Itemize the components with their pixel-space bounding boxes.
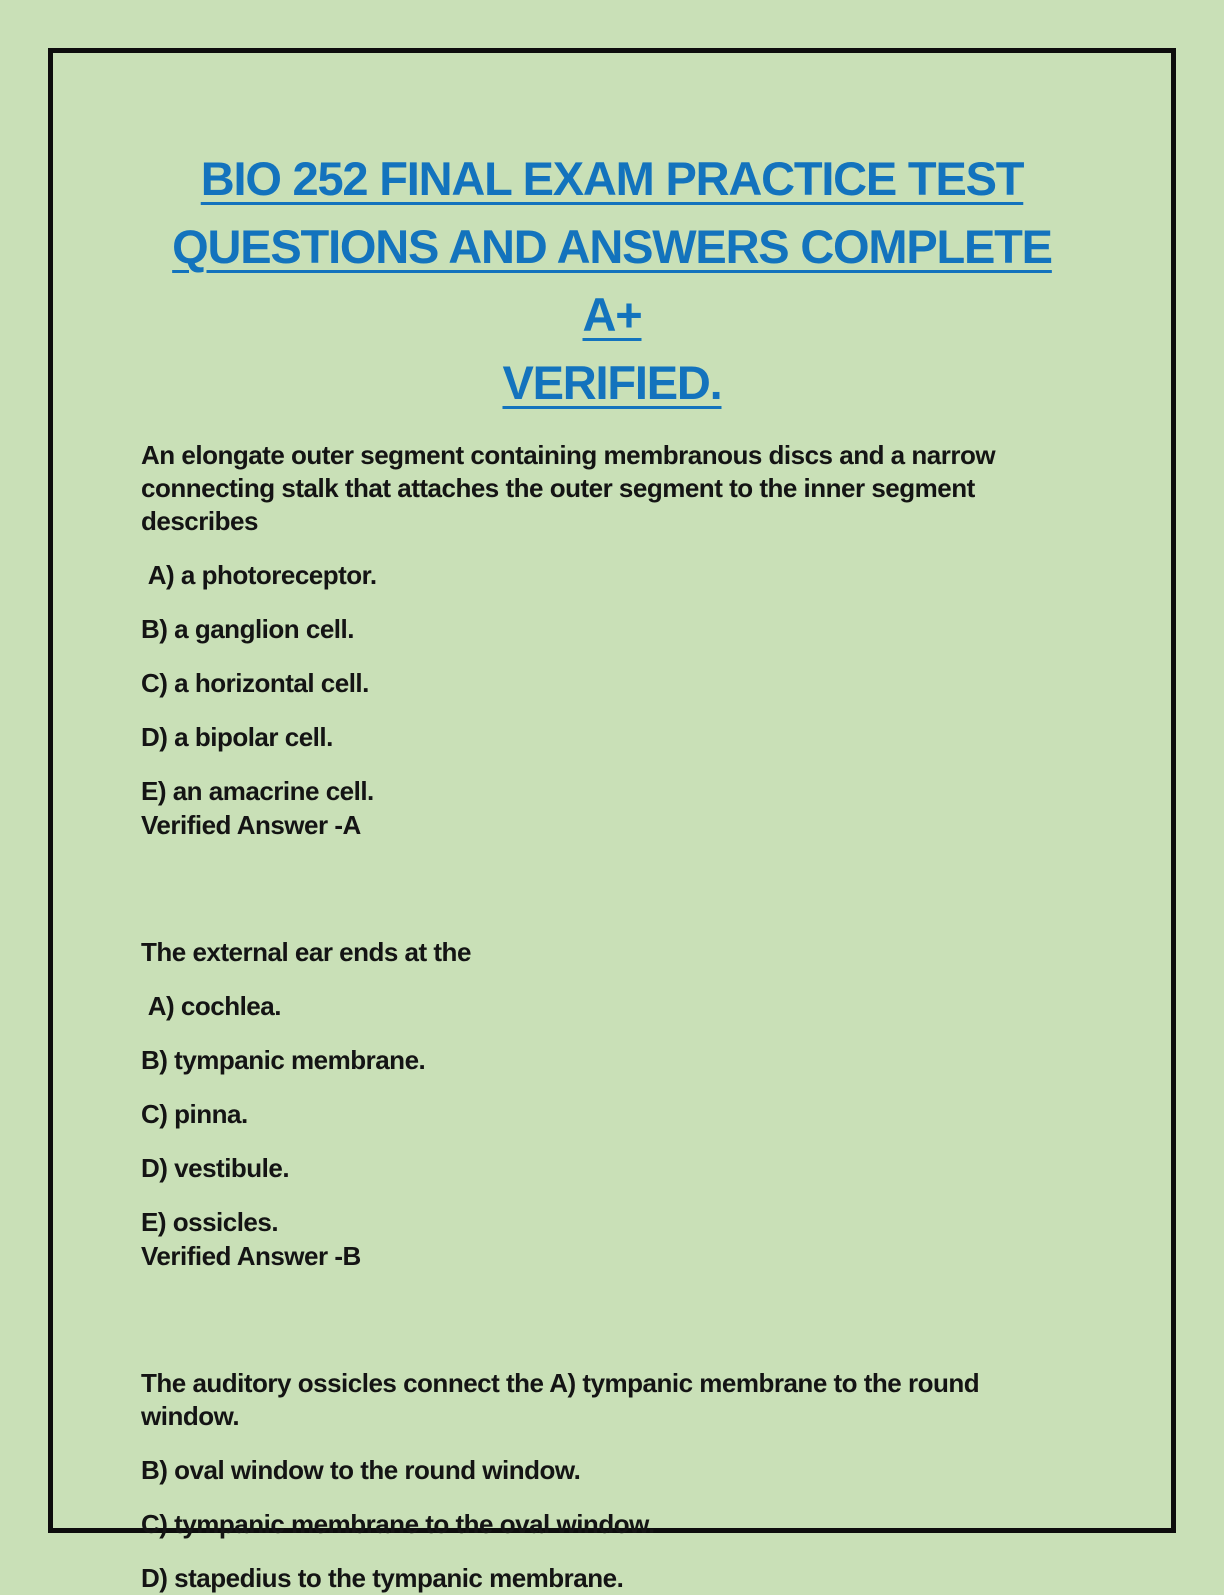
title-line-3: VERIFIED. — [502, 356, 722, 409]
title-line-1: BIO 252 FINAL EXAM PRACTICE TEST — [200, 152, 1024, 205]
document-page — [48, 48, 1176, 1593]
verified-answer: Verified Answer -B — [141, 1241, 361, 1271]
option-a: A) a photoreceptor. — [141, 560, 377, 590]
verified-answer: Verified Answer -A — [141, 810, 361, 840]
question-block-1 — [141, 439, 1083, 842]
question-text: An elongate outer segment containing membranous discs and a narrow connecting stalk that attaches the outer segment to the inner segment describes — [141, 440, 996, 536]
option-d: D) a bipolar cell. — [141, 722, 333, 752]
question-text: The auditory ossicles connect the A) tympanic membrane to the round window. — [141, 1368, 980, 1431]
question-block-2 — [141, 936, 1083, 1273]
option-e: E) an amacrine cell. — [141, 776, 374, 806]
option-e: E) ossicles. — [141, 1207, 279, 1237]
option-b: B) oval window to the round window. — [141, 1455, 581, 1485]
option-c: C) pinna. — [141, 1099, 248, 1129]
option-d: D) vestibule. — [141, 1153, 290, 1183]
title-line-2: QUESTIONS AND ANSWERS COMPLETE A+ — [172, 220, 1052, 341]
option-c: C) tympanic membrane to the oval window. — [141, 1509, 655, 1539]
question-block-3 — [141, 1367, 1083, 1595]
question-text: The external ear ends at the — [141, 937, 471, 967]
document-title — [141, 145, 1083, 417]
option-b: B) a ganglion cell. — [141, 614, 354, 644]
spacer — [141, 1273, 1083, 1345]
option-b: B) tympanic membrane. — [141, 1045, 426, 1075]
option-d: D) stapedius to the tympanic membrane. — [141, 1563, 624, 1593]
option-a: A) cochlea. — [141, 991, 281, 1021]
spacer — [141, 842, 1083, 914]
option-c: C) a horizontal cell. — [141, 668, 369, 698]
